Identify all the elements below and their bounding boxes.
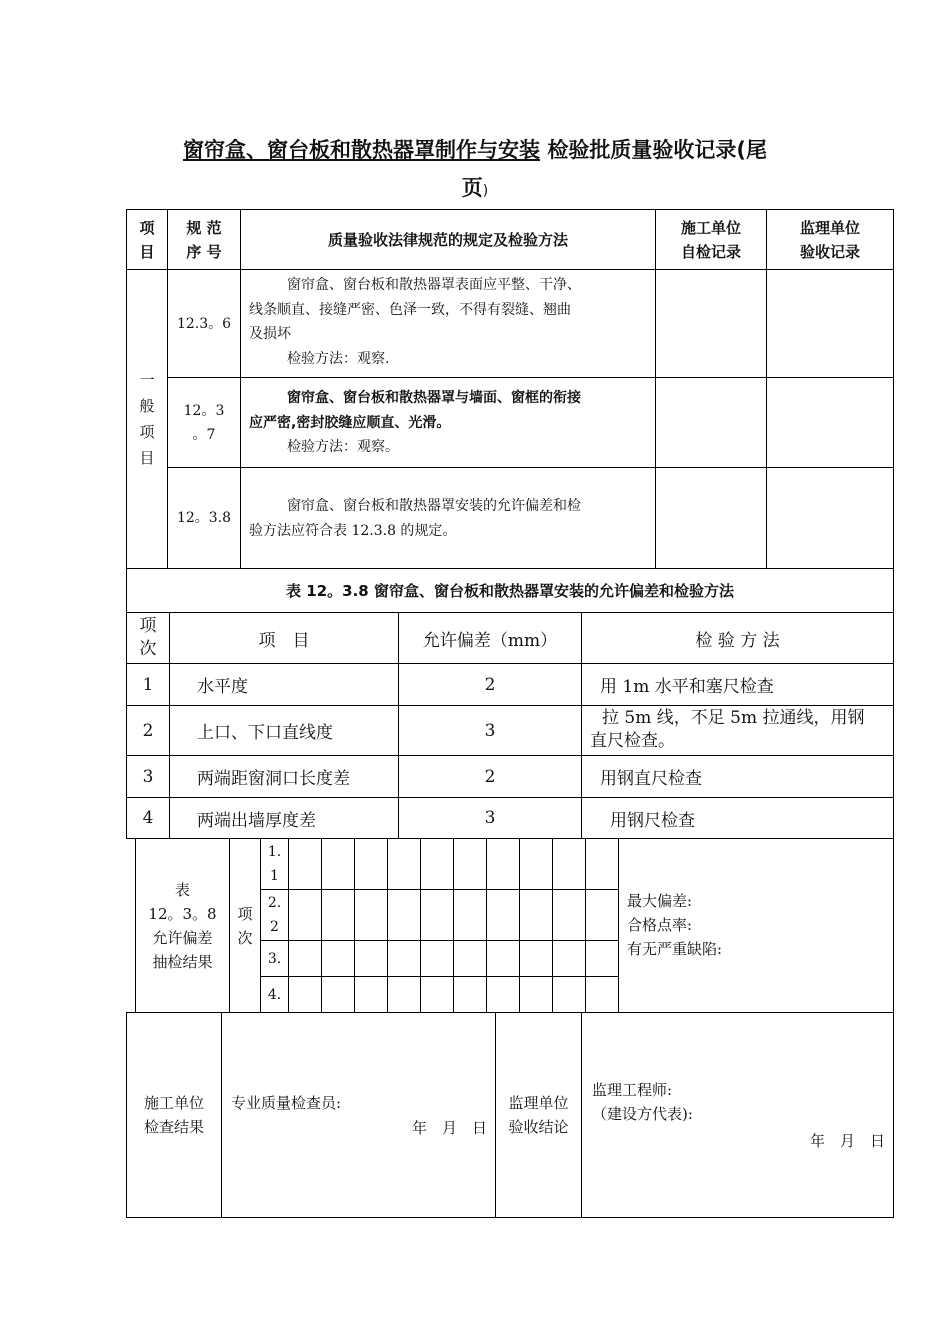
pass-rate: 合格点率: xyxy=(627,916,693,934)
tolerance-table-title: 表 12。3.8 窗帘盒、窗台板和散热器罩安装的允许偏差和检验方法 xyxy=(286,582,734,600)
tol-row1-item: 水平度 xyxy=(197,677,248,697)
tol-row1-no: 1 xyxy=(142,674,154,695)
sample-label: 表 12。3。8 允许偏差 抽检结果 xyxy=(148,880,217,971)
title-line2-paren: ) xyxy=(482,183,489,199)
spec-12-3-6: 12.3。6 xyxy=(176,315,232,332)
tol-row1-tol: 2 xyxy=(484,674,496,695)
row2-text xyxy=(249,386,649,460)
row3-line2: 验方法应符合表 12.3.8 的规定。 xyxy=(249,522,457,539)
quality-inspector: 专业质量检查员: xyxy=(231,1094,342,1112)
title-line2: 页 xyxy=(461,176,483,200)
title-underlined: 窗帘盒、窗台板和散热器罩制作与安装 xyxy=(183,138,541,162)
supervisor-conclusion-label: 监理单位 验收结论 xyxy=(508,1094,569,1136)
header-contractor-record: 施工单位 自检记录 xyxy=(680,218,741,261)
tol-row4-tol: 3 xyxy=(484,808,496,828)
tol-header-item: 项 目 xyxy=(258,630,310,651)
tol-row4-item: 两端出墙厚度差 xyxy=(197,810,316,831)
header-item: 项 目 xyxy=(139,218,155,261)
tol-row2-no: 2 xyxy=(142,720,154,741)
row1-line3: 及损坏 xyxy=(249,326,291,342)
supervising-engineer xyxy=(592,1078,693,1126)
contractor-date: 年 月 日 xyxy=(412,1119,488,1137)
max-deviation: 最大偏差: xyxy=(627,892,693,910)
tol-row3-method: 用钢直尺检查 xyxy=(600,769,702,789)
serious-defects: 有无严重缺陷: xyxy=(627,940,723,958)
sample-col-label: 项 次 xyxy=(237,904,253,947)
tol-row2-tol: 3 xyxy=(484,720,496,741)
row3-text xyxy=(249,494,649,543)
tol-row4-method: 用钢尺检查 xyxy=(610,810,695,831)
title-rest: 检验批质量验收记录(尾 xyxy=(540,138,767,162)
row2-line2: 应严密,密封胶缝应顺直、光滑。 xyxy=(249,414,451,431)
document-title-line2 xyxy=(0,172,950,202)
header-supervisor-record: 监理单位 验收记录 xyxy=(799,218,860,261)
tol-row3-no: 3 xyxy=(142,766,154,787)
row2-line3: 检验方法：观察。 xyxy=(287,439,399,455)
engineer-label: 监理工程师: xyxy=(592,1081,673,1099)
owner-rep-label: （建设方代表): xyxy=(592,1105,693,1123)
tol-row4-no: 4 xyxy=(142,808,154,828)
tol-row2-item: 上口、下口直线度 xyxy=(197,723,333,743)
header-spec-no: 规 范 序 号 xyxy=(186,218,222,261)
row1-line4: 检验方法：观察. xyxy=(287,350,390,367)
supervisor-date: 年 月 日 xyxy=(810,1132,886,1150)
contractor-result-label: 施工单位 检查结果 xyxy=(143,1094,204,1136)
row3-line1: 窗帘盒、窗台板和散热器罩安装的允许偏差和检 xyxy=(287,498,581,514)
header-requirement: 质量验收法律规范的规定及检验方法 xyxy=(327,230,568,249)
sample-row-2: 2. 2 xyxy=(267,895,282,935)
row2-line1: 窗帘盒、窗台板和散热器罩与墙面、窗框的衔接 xyxy=(287,390,581,406)
spec-12-3-8: 12。3.8 xyxy=(176,510,232,526)
spec-12-3-7: 12。3 。7 xyxy=(183,402,225,443)
row1-line1: 窗帘盒、窗台板和散热器罩表面应平整、干净、 xyxy=(287,277,581,293)
tol-row1-method: 用 1m 水平和塞尺检查 xyxy=(600,677,774,697)
sample-row-1: 1. 1 xyxy=(267,844,282,884)
sample-summary xyxy=(627,889,887,961)
row1-line2: 线条顺直、接缝严密、色泽一致，不得有裂缝、翘曲 xyxy=(249,301,571,318)
tol-header-no: 项 次 xyxy=(139,616,157,659)
tol-header-method: 检 验 方 法 xyxy=(695,630,780,651)
document-title xyxy=(0,134,950,164)
general-items-label: 一 般 项 目 xyxy=(139,371,155,467)
tol-header-tolerance: 允许偏差（mm） xyxy=(422,630,558,651)
sample-row-4: 4. xyxy=(267,986,282,1003)
row1-text xyxy=(249,273,649,371)
tol-row2-method: 拉 5m 线，不足 5m 拉通线，用钢 直尺检查。 xyxy=(590,708,865,751)
tol-row3-item: 两端距窗洞口长度差 xyxy=(197,769,350,789)
tol-row3-tol: 2 xyxy=(484,766,496,787)
sample-row-3: 3. xyxy=(267,950,282,967)
